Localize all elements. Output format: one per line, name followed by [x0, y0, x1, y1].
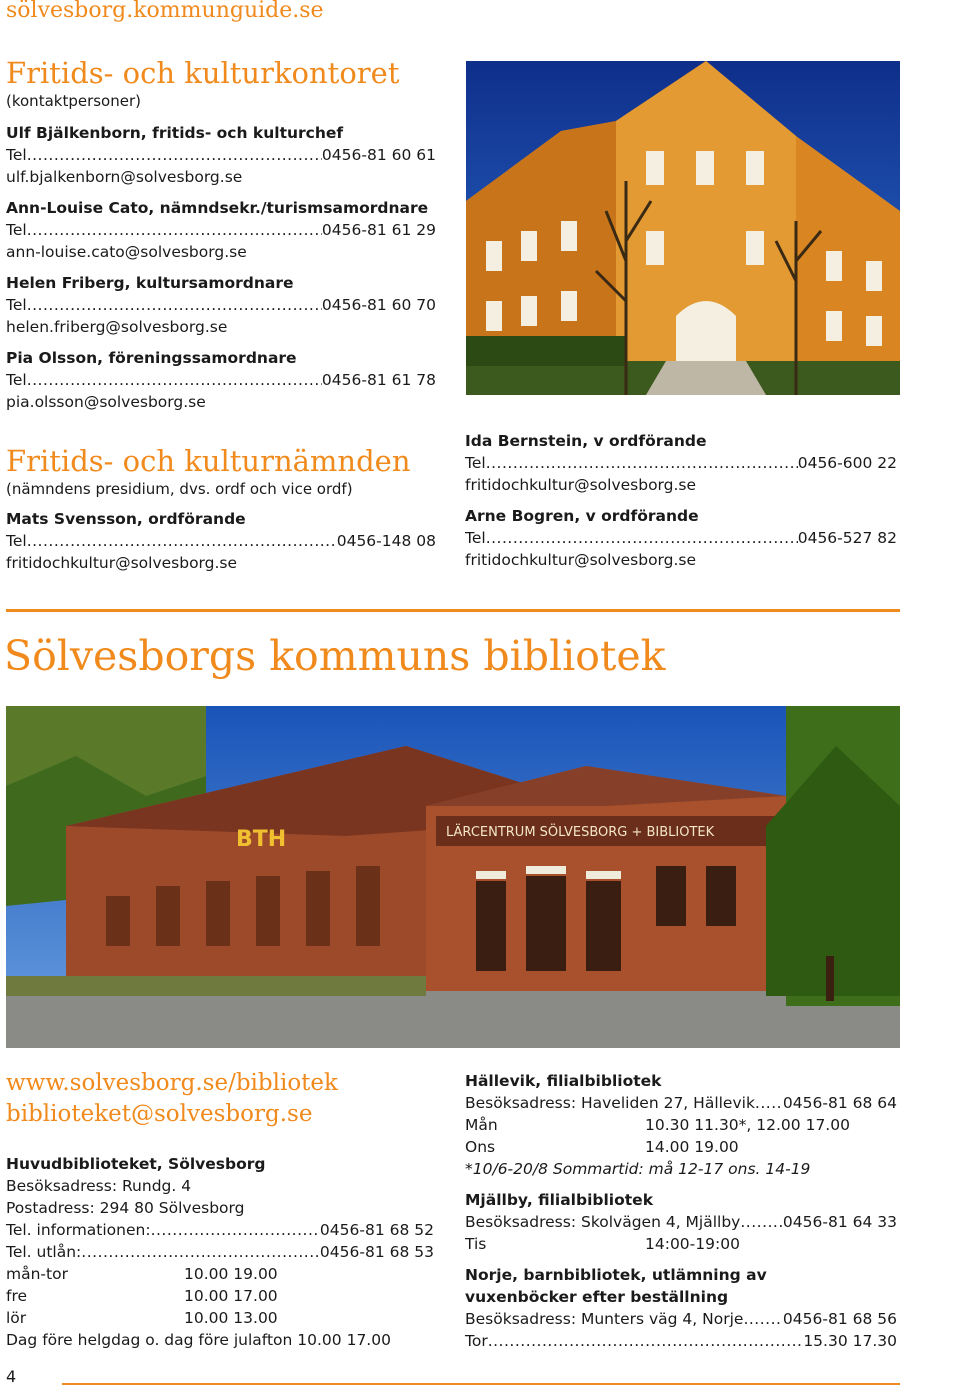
hours-time: 15.30 17.30 [803, 1332, 897, 1350]
contact-email[interactable]: ann-louise.cato@solvesborg.se [6, 243, 247, 261]
tel-row [6, 144, 436, 166]
tel-number[interactable]: 0456-600 22 [797, 454, 897, 472]
tel-label: Tel [6, 371, 27, 389]
contact-name: Ida Bernstein, v ordförande [465, 432, 707, 450]
namnden-title: Fritids- och kulturnämnden [6, 444, 411, 478]
tel-number[interactable]: 0456-81 68 53 [319, 1243, 434, 1261]
tel-label: Tel [6, 146, 27, 164]
tel-row [6, 369, 436, 391]
kontoret-subtitle: (kontaktpersoner) [6, 92, 141, 110]
tel-number[interactable]: 0456-527 82 [797, 529, 897, 547]
library-web-link[interactable]: www.solvesborg.se/bibliotek [6, 1070, 338, 1096]
contact-email[interactable]: fritidochkultur@solvesborg.se [465, 551, 697, 569]
hallevik-name: Hällevik, filialbibliotek [465, 1072, 662, 1090]
library-sign: LÄRCENTRUM SÖLVESBORG + BIBLIOTEK [446, 825, 715, 840]
tel-row [6, 530, 436, 552]
tel-label: Tel [6, 221, 27, 239]
hours-row [465, 1136, 897, 1158]
address-label: Besöksadress: Haveliden 27, Hällevik [465, 1094, 755, 1112]
tel-row [6, 219, 436, 241]
bibliotek-title: Sölvesborgs kommuns bibliotek [4, 632, 666, 680]
hours-time: 10.00 13.00 [184, 1309, 278, 1327]
norje-name [465, 1264, 897, 1308]
contact-block [465, 430, 897, 496]
hours-day: Ons [465, 1138, 496, 1156]
contact-block [465, 505, 897, 571]
tel-row [6, 294, 436, 316]
hours-time: 10.00 17.00 [184, 1287, 278, 1305]
contact-name: Pia Olsson, föreningssamordnare [6, 349, 297, 367]
hours-day: Tis [465, 1235, 487, 1253]
kontoret-contacts [6, 122, 436, 413]
mjallby-name: Mjällby, filialbibliotek [465, 1191, 653, 1209]
namnden-subtitle: (nämndens presidium, dvs. ordf och vice ordf) [6, 480, 353, 498]
hours-day: lör [6, 1309, 27, 1327]
huvudbibliotek-section [6, 1153, 434, 1351]
tel-label: Tel. informationen: [6, 1221, 151, 1239]
hours-row [465, 1330, 897, 1352]
contact-name: Mats Svensson, ordförande [6, 510, 246, 528]
hours-row [465, 1233, 897, 1255]
address-label: Besöksadress: Munters väg 4, Norje [465, 1310, 744, 1328]
contact-email[interactable]: pia.olsson@solvesborg.se [6, 393, 206, 411]
tel-label: Tel [465, 529, 486, 547]
norje-name-line1: Norje, barnbibliotek, utlämning av [465, 1266, 767, 1284]
huvud-post: Postadress: 294 80 Sölvesborg [6, 1199, 245, 1217]
tel-number[interactable]: 0456-81 60 61 [321, 146, 436, 164]
huvud-visit: Besöksadress: Rundg. 4 [6, 1177, 192, 1195]
hours-time: 10.30 11.30*, 12.00 17.00 [645, 1116, 850, 1134]
contact-block [6, 122, 436, 188]
library-illustration [6, 706, 900, 1048]
bth-sign: BTH [236, 827, 287, 852]
contact-name: Ulf Bjälkenborn, fritids- och kulturchef [6, 124, 344, 142]
hours-row [6, 1307, 434, 1329]
filial-section [465, 1070, 897, 1352]
namnden-section [6, 444, 436, 574]
section-divider [6, 609, 900, 612]
tel-number[interactable]: 0456-81 61 78 [321, 371, 436, 389]
tel-row [6, 1241, 434, 1263]
library-links [6, 1068, 338, 1130]
address-label: Besöksadress: Skolvägen 4, Mjällby [465, 1213, 741, 1231]
tel-row [465, 1211, 897, 1233]
tel-label: Tel [6, 532, 27, 550]
tel-number[interactable]: 0456-81 61 29 [321, 221, 436, 239]
town-hall-illustration [466, 61, 900, 395]
town-hall-photo [466, 61, 900, 395]
hours-day: Mån [465, 1116, 498, 1134]
page-number: 4 [6, 1367, 17, 1386]
contact-email[interactable]: fritidochkultur@solvesborg.se [6, 554, 238, 572]
tel-number[interactable]: 0456-81 68 64 [782, 1094, 897, 1112]
kontoret-section [6, 56, 436, 413]
norje-name-line2: vuxenböcker efter beställning [465, 1288, 729, 1306]
footer-line [62, 1383, 900, 1385]
library-photo [6, 706, 900, 1048]
huvud-name: Huvudbiblioteket, Sölvesborg [6, 1155, 266, 1173]
tel-number[interactable]: 0456-81 60 70 [321, 296, 436, 314]
library-email-link[interactable]: biblioteket@solvesborg.se [6, 1101, 313, 1127]
namnden-contacts-left [6, 508, 436, 574]
contact-block [6, 347, 436, 413]
tel-number[interactable]: 0456-148 08 [336, 532, 436, 550]
contact-block [6, 272, 436, 338]
huvud-note: Dag före helgdag o. dag före julafton 10.00 17.00 [6, 1331, 391, 1349]
tel-label: Tel [6, 296, 27, 314]
hours-time: 14.00 19.00 [645, 1138, 739, 1156]
hours-time: 14:00-19:00 [645, 1235, 740, 1253]
hours-row [6, 1263, 434, 1285]
kontoret-title: Fritids- och kulturkontoret [6, 56, 400, 90]
namnden-contacts-right [465, 430, 897, 571]
hours-day: Tor [465, 1332, 488, 1350]
hallevik-note: *10/6-20/8 Sommartid: må 12-17 ons. 14-19 [465, 1160, 811, 1178]
contact-name: Arne Bogren, v ordförande [465, 507, 699, 525]
hours-row [6, 1285, 434, 1307]
tel-row [465, 1092, 897, 1114]
tel-row [465, 452, 897, 474]
tel-row [465, 1308, 897, 1330]
hours-day: fre [6, 1287, 28, 1305]
contact-name: Ann-Louise Cato, nämndsekr./turismsamordnare [6, 199, 429, 217]
contact-email[interactable]: helen.friberg@solvesborg.se [6, 318, 228, 336]
hours-day: mån-tor [6, 1265, 68, 1283]
site-name[interactable]: sölvesborg.kommunguide.se [6, 0, 324, 23]
hours-time: 10.00 19.00 [184, 1265, 278, 1283]
contact-email[interactable]: fritidochkultur@solvesborg.se [465, 476, 697, 494]
contact-name: Helen Friberg, kultursamordnare [6, 274, 294, 292]
tel-label: Tel. utlån: [6, 1243, 82, 1261]
contact-email[interactable]: ulf.bjalkenborn@solvesborg.se [6, 168, 243, 186]
tel-label: Tel [465, 454, 486, 472]
tel-number[interactable]: 0456-81 68 56 [782, 1310, 897, 1328]
tel-row [465, 527, 897, 549]
tel-number[interactable]: 0456-81 64 33 [782, 1213, 897, 1231]
tel-row [6, 1219, 434, 1241]
tel-number[interactable]: 0456-81 68 52 [319, 1221, 434, 1239]
contact-block [6, 197, 436, 263]
hours-row [465, 1114, 897, 1136]
